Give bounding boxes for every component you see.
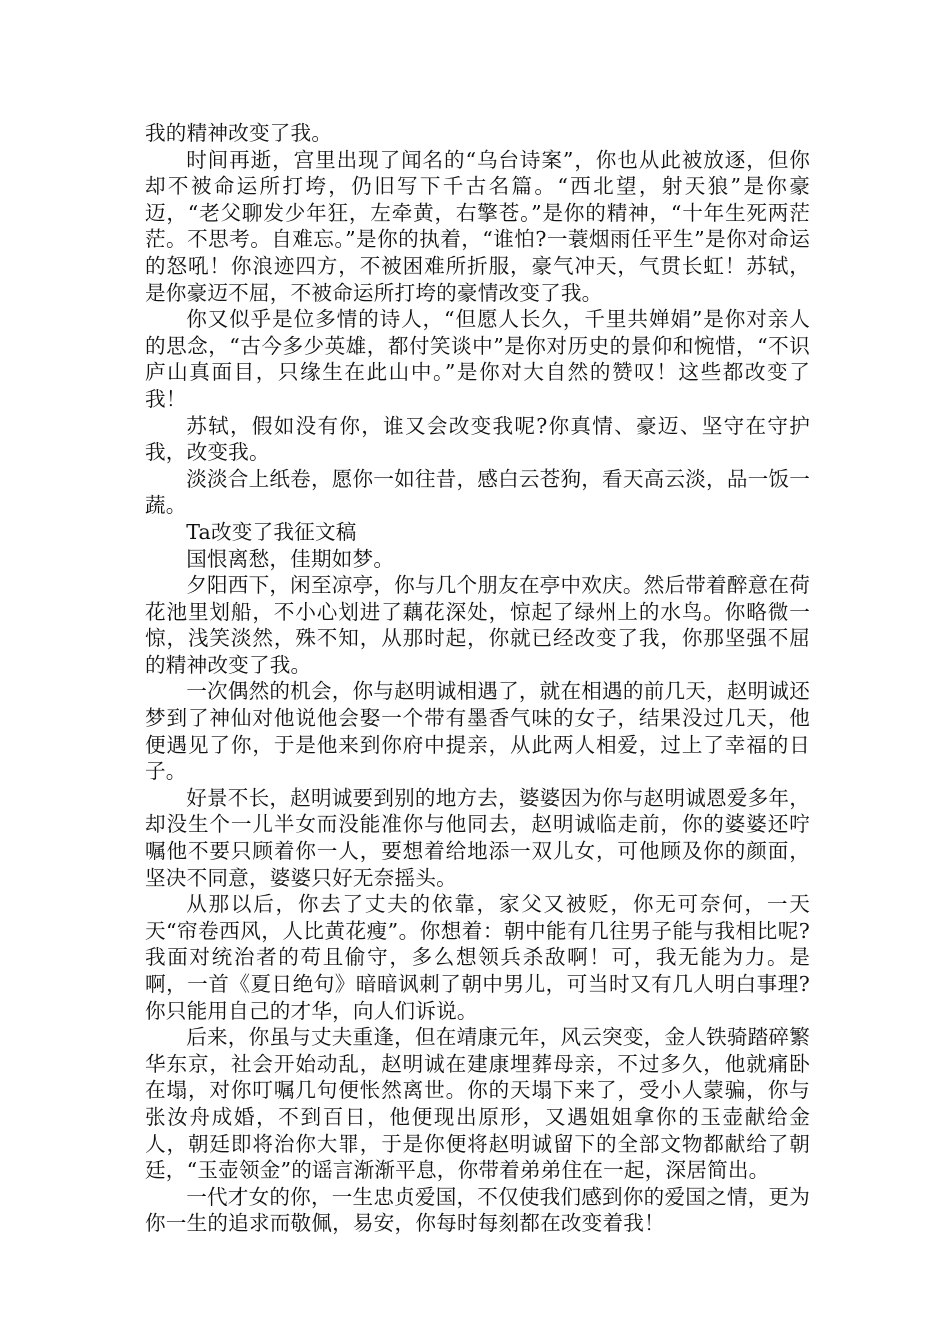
- paragraph-final-tribute: 一代才女的你，一生忠贞爱国，不仅使我们感到你的爱国之情，更为你一生的追求而敬佩，易安，你每时每刻都在改变着我！: [145, 1184, 810, 1236]
- paragraph-opening-line: 国恨离愁，佳期如梦。: [186, 546, 395, 571]
- paragraph-wutai-poetry-case: 时间再逝，宫里出现了闻名的“乌台诗案”，你也从此被放逐，但你却不被命运所打垮，仍旧写下千古名篇。“西北望，射天狼”是你豪迈，“老父聊发少年狂，左牵黄，右擎苍。”是你的精神，“十年生死两茫茫。不思考。自难忘。”是你的执着，“谁怕?一蓑烟雨任平生”是你对命运的怒吼！你浪迹四方，不被困难所折服，豪气冲天，气贯长虹！苏轼，是你豪迈不屈，不被命运所打垮的豪情改变了我。: [145, 147, 810, 305]
- paragraph-affectionate-poet: 你又似乎是位多情的诗人，“但愿人长久，千里共婵娟”是你对亲人的思念，“古今多少英雄，都付笑谈中”是你对历史的景仰和惋惜，“不识庐山真面目，只缘生在此山中。”是你对大自然的赞叹！这些都改变了我！: [145, 307, 810, 411]
- paragraph-continuation: 我的精神改变了我。: [145, 121, 333, 145]
- paragraph-sunset-pavilion: 夕阳西下，闲至凉亭，你与几个朋友在亭中欢庆。然后带着醉意在荷花池里划船，不小心划进了藕花深处，惊起了绿州上的水鸟。你略微一惊，浅笑淡然，殊不知，从那时起，你就已经改变了我，你那坚强不屈的精神改变了我。: [145, 573, 810, 677]
- paragraph-after-loss: 从那以后，你去了丈夫的依靠，家父又被贬，你无可奈何，一天天“帘卷西风，人比黄花瘦”。你想着：朝中能有几往男子能与我相比呢?我面对统治者的苟且偷守，多么想领兵杀敌啊！可，我无能为力。是啊，一首《夏日绝句》暗暗讽刺了朝中男儿，可当时又有几人明白事理?你只能用自己的才华，向人们诉说。: [145, 892, 810, 1023]
- paragraph-su-shi-change: 苏轼，假如没有你，谁又会改变我呢?你真情、豪迈、坚守在守护我，改变我。: [145, 413, 810, 465]
- paragraph-good-times-short: 好景不长，赵明诚要到别的地方去，婆婆因为你与赵明诚恩爱多年，却没生个一儿半女而没能准你与他同去，赵明诚临走前，你的婆婆还咛嘱他不要只顾着你一人，要想着给地添一双儿女，可他顾及你的颜面，坚决不同意，婆婆只好无奈摇头。: [145, 785, 810, 890]
- paragraph-meeting-zhao: 一次偶然的机会，你与赵明诚相遇了，就在相遇的前几天，赵明诚还梦到了神仙对他说他会娶一个带有墨香气味的女子，结果没过几天，他便遇见了你，于是他来到你府中提亲，从此两人相爱，过上了幸福的日子。: [145, 679, 810, 784]
- paragraph-jingkang-era: 后来，你虽与丈夫重逢，但在靖康元年，风云突变，金人铁骑踏碎繁华东京，社会开始动乱，赵明诚在建康埋葬母亲，不过多久，他就痛卧在塌，对你叮嘱几句便怅然离世。你的天塌下来了，受小人蒙骗，你与张汝舟成婚，不到百日，他便现出原形，又遇姐姐拿你的玉壶献给金人，朝廷即将治你大罪，于是你便将赵明诚留下的全部文物都献给了朝廷，“玉壶领金”的谣言渐渐平息，你带着弟弟住在一起，深居简出。: [145, 1025, 810, 1183]
- essay-title: Ta改变了我征文稿: [186, 519, 357, 544]
- body-text: [145, 120, 810, 1237]
- paragraph-closing-scroll: 淡淡合上纸卷，愿你一如往昔，感白云苍狗，看天高云淡，品一饭一蔬。: [145, 466, 810, 518]
